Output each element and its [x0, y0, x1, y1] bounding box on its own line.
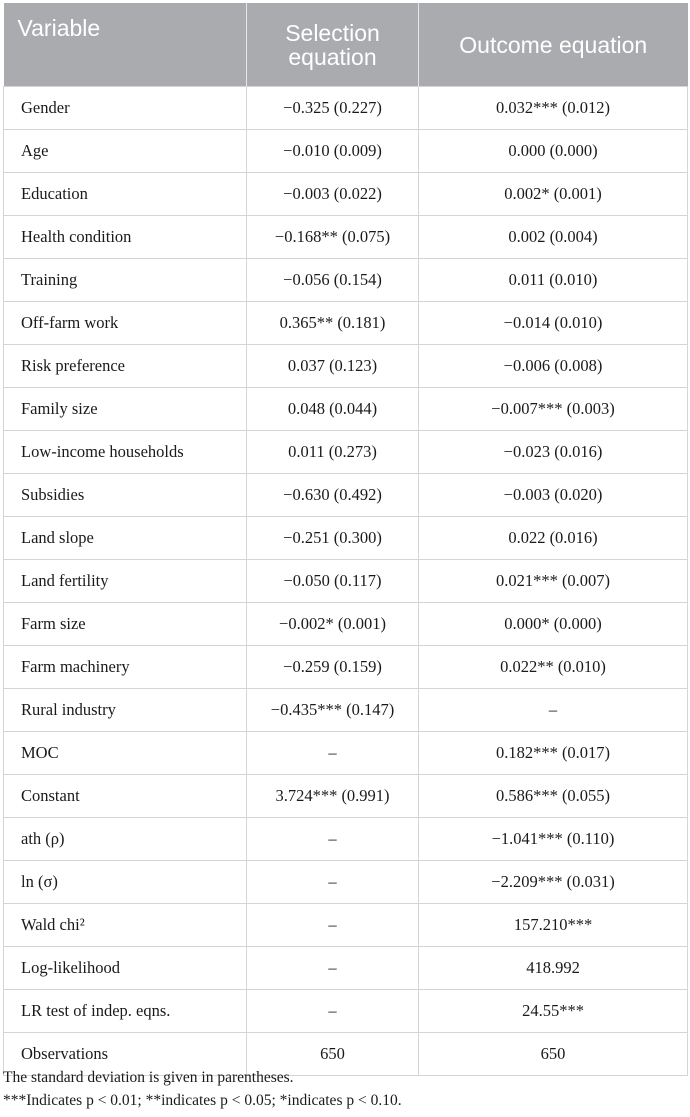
variable-cell: ln (σ): [4, 861, 247, 904]
outcome-cell: –: [419, 689, 688, 732]
table-note-sd: The standard deviation is given in parentheses.: [3, 1069, 294, 1086]
selection-cell: −0.259 (0.159): [247, 646, 419, 689]
variable-cell: Training: [4, 259, 247, 302]
variable-cell: Health condition: [4, 216, 247, 259]
table-row: [4, 87, 688, 130]
outcome-cell: 0.022 (0.016): [419, 517, 688, 560]
table-row: [4, 345, 688, 388]
table-row: [4, 302, 688, 345]
table-row: [4, 818, 688, 861]
variable-cell: Land fertility: [4, 560, 247, 603]
header-selection-equation: Selection equation: [247, 3, 419, 87]
table-row: [4, 990, 688, 1033]
table-row: [4, 431, 688, 474]
outcome-cell: 0.022** (0.010): [419, 646, 688, 689]
variable-cell: Farm machinery: [4, 646, 247, 689]
table-row: [4, 259, 688, 302]
results-table-container: [3, 3, 687, 1076]
outcome-cell: −1.041*** (0.110): [419, 818, 688, 861]
selection-cell: −0.003 (0.022): [247, 173, 419, 216]
variable-cell: Log-likelihood: [4, 947, 247, 990]
table-row: [4, 560, 688, 603]
selection-cell: 0.011 (0.273): [247, 431, 419, 474]
selection-cell: −0.630 (0.492): [247, 474, 419, 517]
variable-cell: MOC: [4, 732, 247, 775]
variable-cell: Education: [4, 173, 247, 216]
variable-cell: Farm size: [4, 603, 247, 646]
table-body: [4, 87, 688, 1076]
selection-cell: –: [247, 861, 419, 904]
variable-cell: Low-income households: [4, 431, 247, 474]
outcome-cell: 0.021*** (0.007): [419, 560, 688, 603]
selection-cell: −0.325 (0.227): [247, 87, 419, 130]
variable-cell: Risk preference: [4, 345, 247, 388]
variable-cell: Wald chi²: [4, 904, 247, 947]
table-row: [4, 947, 688, 990]
outcome-cell: −0.003 (0.020): [419, 474, 688, 517]
table-row: [4, 474, 688, 517]
selection-cell: −0.050 (0.117): [247, 560, 419, 603]
outcome-cell: −0.014 (0.010): [419, 302, 688, 345]
table-row: [4, 517, 688, 560]
table-row: [4, 689, 688, 732]
table-row: [4, 603, 688, 646]
variable-cell: Subsidies: [4, 474, 247, 517]
selection-cell: −0.435*** (0.147): [247, 689, 419, 732]
outcome-cell: 418.992: [419, 947, 688, 990]
header-variable: Variable: [4, 3, 247, 87]
variable-cell: Land slope: [4, 517, 247, 560]
outcome-cell: −0.007*** (0.003): [419, 388, 688, 431]
outcome-cell: −2.209*** (0.031): [419, 861, 688, 904]
outcome-cell: 650: [419, 1033, 688, 1076]
selection-cell: 0.365** (0.181): [247, 302, 419, 345]
variable-cell: Constant: [4, 775, 247, 818]
table-row: [4, 216, 688, 259]
table-row: [4, 775, 688, 818]
outcome-cell: 0.586*** (0.055): [419, 775, 688, 818]
variable-cell: Gender: [4, 87, 247, 130]
variable-cell: Rural industry: [4, 689, 247, 732]
outcome-cell: 0.011 (0.010): [419, 259, 688, 302]
table-note-significance: ***Indicates p < 0.01; **indicates p < 0.05; *indicates p < 0.10.: [3, 1092, 402, 1109]
table-row: [4, 732, 688, 775]
variable-cell: Observations: [4, 1033, 247, 1076]
table-row: [4, 388, 688, 431]
table-row: [4, 130, 688, 173]
selection-cell: –: [247, 732, 419, 775]
selection-cell: −0.251 (0.300): [247, 517, 419, 560]
selection-cell: 650: [247, 1033, 419, 1076]
selection-cell: −0.168** (0.075): [247, 216, 419, 259]
variable-cell: ath (ρ): [4, 818, 247, 861]
outcome-cell: −0.023 (0.016): [419, 431, 688, 474]
selection-cell: 0.037 (0.123): [247, 345, 419, 388]
selection-cell: –: [247, 904, 419, 947]
variable-cell: Off-farm work: [4, 302, 247, 345]
outcome-cell: 24.55***: [419, 990, 688, 1033]
outcome-cell: 0.000* (0.000): [419, 603, 688, 646]
table-row: [4, 173, 688, 216]
outcome-cell: 0.000 (0.000): [419, 130, 688, 173]
variable-cell: Family size: [4, 388, 247, 431]
selection-cell: 0.048 (0.044): [247, 388, 419, 431]
selection-cell: –: [247, 818, 419, 861]
selection-cell: −0.010 (0.009): [247, 130, 419, 173]
results-table: [3, 3, 688, 1076]
variable-cell: Age: [4, 130, 247, 173]
outcome-cell: 157.210***: [419, 904, 688, 947]
outcome-cell: 0.032*** (0.012): [419, 87, 688, 130]
selection-cell: −0.002* (0.001): [247, 603, 419, 646]
selection-cell: 3.724*** (0.991): [247, 775, 419, 818]
selection-cell: –: [247, 990, 419, 1033]
table-row: [4, 861, 688, 904]
header-row: [4, 3, 688, 87]
table-row: [4, 904, 688, 947]
outcome-cell: −0.006 (0.008): [419, 345, 688, 388]
selection-cell: −0.056 (0.154): [247, 259, 419, 302]
outcome-cell: 0.002* (0.001): [419, 173, 688, 216]
outcome-cell: 0.182*** (0.017): [419, 732, 688, 775]
table-row: [4, 646, 688, 689]
outcome-cell: 0.002 (0.004): [419, 216, 688, 259]
selection-cell: –: [247, 947, 419, 990]
variable-cell: LR test of indep. eqns.: [4, 990, 247, 1033]
header-outcome-equation: Outcome equation: [419, 3, 688, 87]
